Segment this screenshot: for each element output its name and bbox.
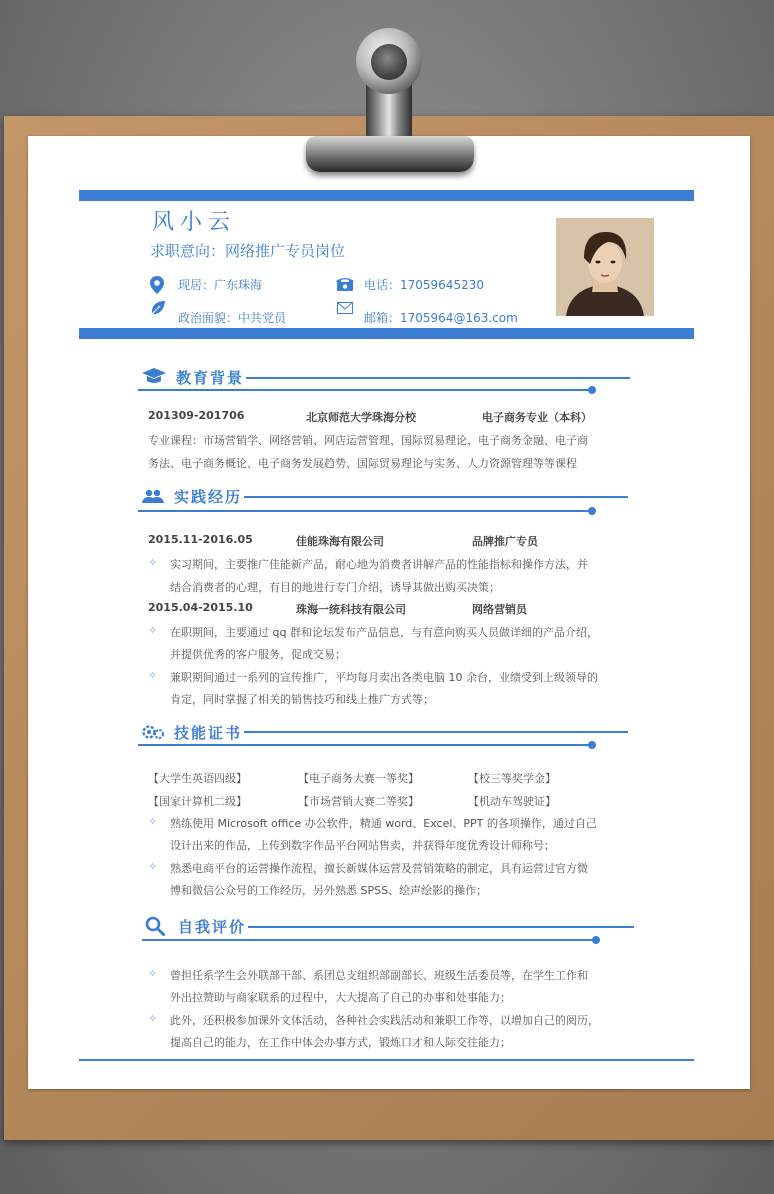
- skills-desc-line2: 设计出来的作品，上传到数字作品平台网站售卖，并获得年度优秀设计师称号；: [170, 839, 555, 852]
- education-period: 201309-201706: [148, 409, 245, 422]
- self-under-line: [142, 939, 596, 941]
- job2-desc-line1: 在职期间，主要通过 qq 群和论坛发布产品信息，与有意向购买人员做详细的产品介绍，: [170, 626, 598, 639]
- self-desc-line4: 提高自己的能力，在工作中体会办事方式，锻炼口才和人际交往能力；: [170, 1036, 511, 1049]
- self-dot: [592, 936, 600, 944]
- search-icon: [145, 916, 165, 936]
- cert-item: 【大学生英语四级】: [148, 772, 247, 785]
- cert-item: 【电子商务大赛一等奖】: [298, 772, 419, 785]
- education-major: 电子商务专业（本科）: [482, 411, 592, 424]
- job1-desc-line1: 实习期间，主要推广佳能新产品，耐心地为消费者讲解产品的性能指标和操作方法，并: [170, 558, 588, 571]
- skills-desc-line3: 熟悉电商平台的运营操作流程，擅长新媒体运营及营销策略的制定，具有运营过官方微: [170, 862, 588, 875]
- footer-line: [79, 1059, 694, 1061]
- job2-company: 珠海一统科技有限公司: [296, 603, 406, 616]
- self-desc-line2: 外出拉赞助与商家联系的过程中，大大提高了自己的办事和处事能力；: [170, 991, 511, 1004]
- bullet-icon: ✧: [148, 815, 158, 828]
- location-pin-icon: [150, 276, 164, 294]
- graduation-cap-icon: [142, 368, 166, 384]
- education-school: 北京师范大学珠海分校: [306, 411, 416, 424]
- education-title: 教育背景: [176, 369, 245, 387]
- job2-desc-line4: 肯定，同时掌握了相关的销售技巧和线上推广方式等；: [170, 693, 434, 706]
- bullet-icon: ✧: [148, 1012, 158, 1025]
- skills-title-line: [244, 731, 628, 733]
- skills-dot: [588, 741, 596, 749]
- job2-desc-line2: 并提供优秀的客户服务，促成交易；: [170, 648, 346, 661]
- residence-text: 现居：广东珠海: [178, 278, 263, 292]
- profile-photo: [556, 218, 654, 316]
- education-title-line: [246, 377, 630, 379]
- telephone-icon: [336, 277, 354, 291]
- practice-under-line: [138, 510, 592, 512]
- job2-period: 2015.04-2015.10: [148, 601, 253, 614]
- education-dot: [588, 386, 596, 394]
- job1-company: 佳能珠海有限公司: [296, 535, 384, 548]
- education-under-line: [138, 389, 592, 391]
- job2-position: 网络营销员: [472, 603, 527, 616]
- bullet-icon: ✧: [148, 860, 158, 873]
- self-title-line: [248, 926, 634, 928]
- cert-item: 【市场营销大赛二等奖】: [298, 795, 419, 808]
- clip-base: [306, 136, 474, 172]
- bullet-icon: ✧: [148, 624, 158, 637]
- education-courses-line2: 务法、电子商务概论、电子商务发展趋势、国际贸易理论与实务、人力资源管理等等课程: [148, 457, 577, 470]
- bullet-icon: ✧: [148, 669, 158, 682]
- skills-under-line: [138, 744, 592, 746]
- practice-title-line: [244, 496, 628, 498]
- self-title: 自我评价: [178, 918, 247, 936]
- cert-item: 【机动车驾驶证】: [468, 795, 556, 808]
- self-desc-line1: 曾担任系学生会外联部干部、系团总支组织部副部长、班级生活委员等，在学生工作和: [170, 969, 588, 982]
- politics-text: 政治面貌：中共党员: [178, 311, 287, 325]
- education-courses-line1: 专业课程：市场营销学、网络营销、网店运营管理、国际贸易理论、电子商务金融、电子商: [148, 434, 588, 447]
- header-top-bar: [79, 190, 694, 201]
- gears-icon: [141, 724, 165, 740]
- clip-ring-hole: [371, 44, 407, 80]
- email-text: 邮箱：1705964@163.com: [364, 311, 518, 325]
- practice-title: 实践经历: [174, 488, 243, 506]
- phone-text: 电话：17059645230: [364, 278, 484, 292]
- job-intent: 求职意向：网络推广专员岗位: [150, 242, 346, 260]
- bullet-icon: ✧: [148, 967, 158, 980]
- cert-item: 【国家计算机二级】: [148, 795, 247, 808]
- envelope-icon: [337, 302, 353, 314]
- skills-title: 技能证书: [174, 724, 243, 742]
- candidate-name: 风小云: [152, 210, 237, 235]
- leaf-icon: [150, 300, 166, 316]
- practice-dot: [588, 507, 596, 515]
- skills-desc-line4: 博和微信公众号的工作经历，另外熟悉 SPSS、绘声绘影的操作；: [170, 884, 488, 897]
- job2-desc-line3: 兼职期间通过一系列的宣传推广，平均每月卖出各类电脑 10 余台，业绩受到上级领导的: [170, 671, 598, 684]
- self-desc-line3: 此外，还积极参加课外文体活动，各种社会实践活动和兼职工作等，以增加自己的阅历，: [170, 1014, 599, 1027]
- header-bottom-bar: [79, 328, 694, 339]
- people-icon: [142, 489, 164, 503]
- bullet-icon: ✧: [148, 556, 158, 569]
- job1-desc-line2: 结合消费者的心理，有目的地进行专门介绍，诱导其做出购买决策；: [170, 581, 500, 594]
- job1-position: 品牌推广专员: [472, 535, 538, 548]
- job1-period: 2015.11-2016.05: [148, 533, 253, 546]
- cert-item: 【校三等奖学金】: [468, 772, 556, 785]
- skills-desc-line1: 熟练使用 Microsoft office 办公软件，精通 word、Excel、PPT 的各项操作，通过自己: [170, 817, 597, 830]
